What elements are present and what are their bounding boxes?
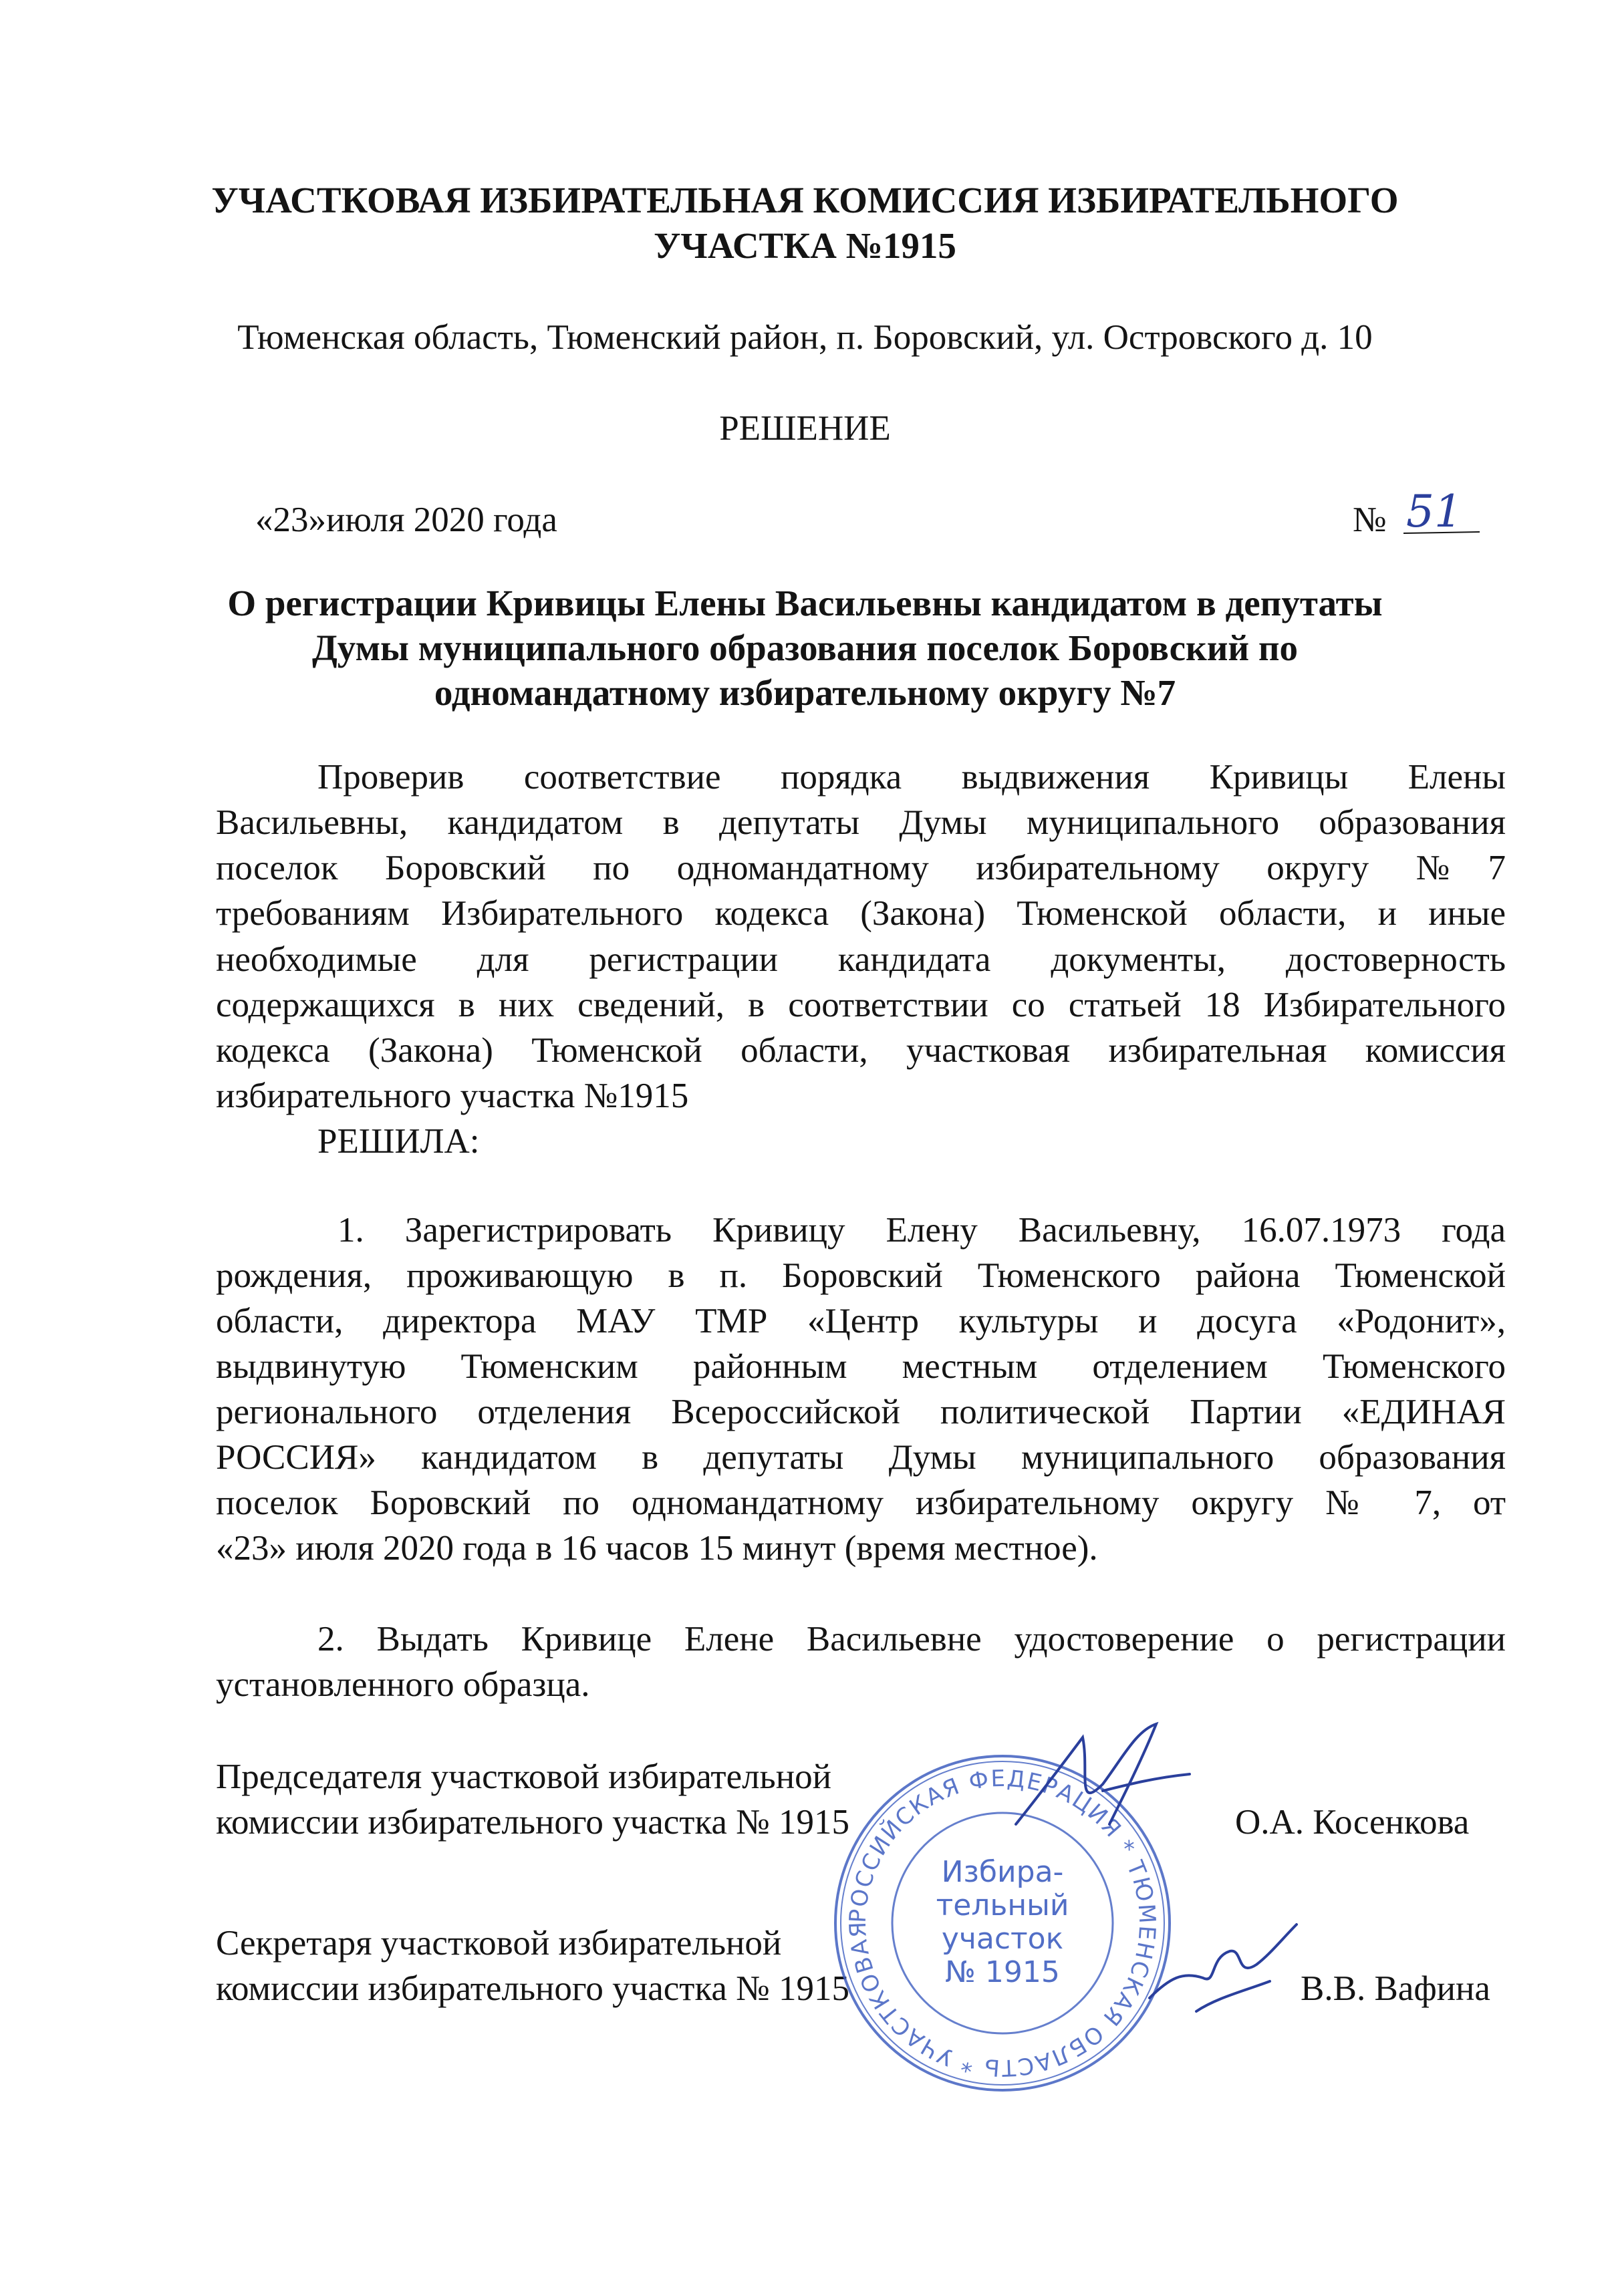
title-line-2: Думы муниципального образования поселок Боровский по [311, 627, 1299, 668]
item1-line: поселок Боровский по одномандатному избирательному округу № 7, от [216, 1483, 1506, 1522]
commission-address: Тюменская область, Тюменский район, п. Боровский, ул. Островского д. 10 [237, 318, 1373, 357]
preamble-line: Васильевны, кандидатом в депутаты Думы муниципального образования [216, 803, 1506, 842]
item1-line: рождения, проживающую в п. Боровский Тюменского района Тюменской [216, 1256, 1506, 1295]
item1-line: регионального отделения Всероссийской политической Партии «ЕДИНАЯ [216, 1393, 1506, 1431]
preamble-line: кодекса (Закона) Тюменской области, участковая избирательная комиссия [216, 1031, 1506, 1070]
commission-name-line2: УЧАСТКА №1915 [654, 225, 956, 266]
item1-line: РОССИЯ» кандидатом в депутаты Думы муниципального образования [216, 1438, 1506, 1477]
chair-title-line2: комиссии избирательного участка № 1915 [216, 1803, 849, 1842]
chair-name: О.А. Косенкова [1235, 1803, 1470, 1842]
chair-signature [1002, 1711, 1203, 1844]
item1-line: выдвинутую Тюменским районным местным отделением Тюменского [216, 1347, 1506, 1386]
handwritten-number [1398, 485, 1485, 539]
stamp-ring-text: РОССИЙСКАЯ ФЕДЕРАЦИЯ * ТЮМЕНСКАЯ ОБЛАСТЬ * УЧАСТКОВАЯ [844, 1765, 1161, 2082]
stamp-center-line4: № 1915 [945, 1955, 1060, 1989]
preamble-line: Проверив соответствие порядка выдвижения Кривицы Елены [317, 758, 1506, 797]
preamble-line: поселок Боровский по одномандатному избирательному округу №7 [216, 849, 1506, 887]
decided-label: РЕШИЛА: [317, 1122, 480, 1161]
preamble-line: требованиям Избирательного кодекса (Закона) Тюменской области, и иные [216, 894, 1506, 933]
item1-line: 1. Зарегистрировать Кривицу Елену Васильевну, 16.07.1973 года [338, 1211, 1506, 1250]
chair-title-line1: Председателя участковой избирательной [216, 1757, 831, 1796]
stamp-center-line1: Избира- [941, 1855, 1064, 1889]
preamble-line: избирательного участка №1915 [216, 1077, 689, 1115]
decision-number-sign: № [1353, 500, 1387, 539]
secretary-name: В.В. Вафина [1301, 1969, 1490, 2008]
stamp-center-line2: тельный [936, 1888, 1069, 1922]
item2-line: 2. Выдать Кривице Елене Васильевне удостоверение о регистрации [317, 1620, 1506, 1659]
preamble-line: необходимые для регистрации кандидата документы, достоверность [216, 940, 1506, 979]
item2-line: установленного образца. [216, 1665, 590, 1704]
decision-date: «23»июля 2020 года [255, 500, 557, 539]
preamble-line: содержащихся в них сведений, в соответствии со статьей 18 Избирательного [216, 986, 1506, 1024]
stamp-center-line3: участок [941, 1922, 1064, 1956]
item1-line: «23» июля 2020 года в 16 часов 15 минут (время местное). [216, 1529, 1098, 1568]
secretary-title-line2: комиссии избирательного участка № 1915 [216, 1969, 849, 2008]
commission-name-line1: УЧАСТКОВАЯ ИЗБИРАТЕЛЬНАЯ КОМИССИЯ ИЗБИРАТЕЛЬНОГО [211, 180, 1399, 221]
secretary-title-line1: Секретаря участковой избирательной [216, 1924, 782, 1963]
title-line-3: одномандатному избирательному округу №7 [434, 672, 1176, 713]
title-line-1: О регистрации Кривицы Елены Васильевны кандидатом в депутаты [227, 583, 1383, 623]
document-type: РЕШЕНИЕ [719, 409, 891, 448]
secretary-signature [1129, 1918, 1303, 2025]
number-value: 51 [1406, 486, 1462, 537]
decision-number-handwritten [1398, 485, 1485, 539]
item1-line: области, директора МАУ ТМР «Центр культуры и досуга «Родонит», [216, 1302, 1506, 1340]
